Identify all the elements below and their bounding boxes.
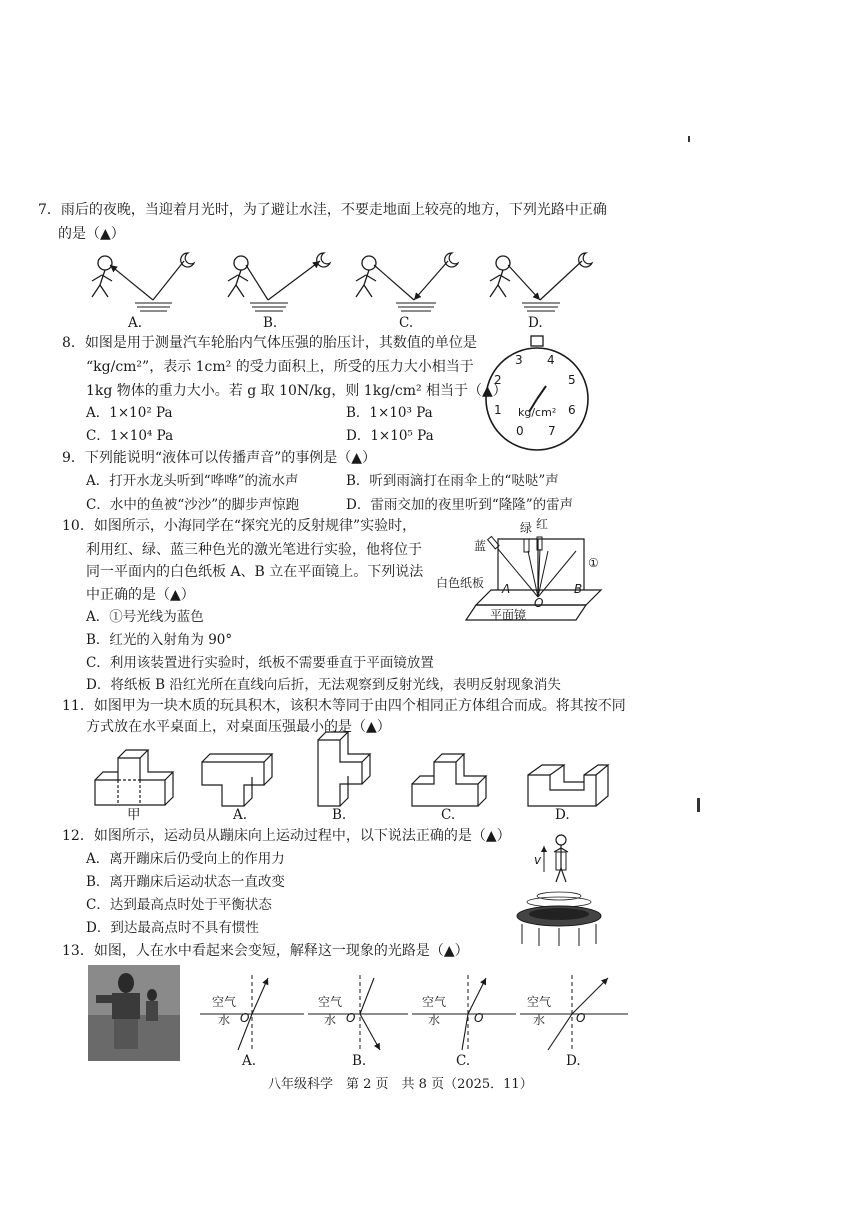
label-mirror: 平面镜 (490, 608, 527, 622)
label-board-a: A (502, 582, 511, 596)
q11-line2: 方式放在水平桌面上，对桌面压强最小的是（▲） (86, 719, 391, 735)
air-label-d: 空气 (527, 995, 552, 1009)
gauge-num-1: 1 (494, 403, 502, 417)
q10-option-b: B．红光的入射角为 90° (86, 632, 233, 648)
q8-option-d: D．1×10⁵ Pa (346, 428, 434, 444)
q9-option-b: B．听到雨滴打在雨伞上的“哒哒”声 (346, 473, 559, 489)
q9-option-a: A．打开水龙头听到“哗哗”的流水声 (86, 473, 299, 489)
air-label-c: 空气 (422, 995, 447, 1009)
o-label-a: O (240, 1011, 250, 1025)
label-board-b: B (574, 582, 583, 596)
q7-label-d: D. (528, 315, 543, 331)
water-label-c: 水 (428, 1013, 441, 1027)
o-label-b: O (346, 1011, 356, 1025)
q7-label-c: C. (399, 315, 414, 331)
q9-option-d: D．雷雨交加的夜里听到“隆隆”的雷声 (346, 497, 574, 513)
q12-line1: 12．如图所示，运动员从蹦床向上运动过程中，以下说法正确的是（▲） (62, 828, 511, 844)
gauge-unit: kg/cm² (518, 406, 557, 419)
gauge-num-4: 4 (547, 353, 555, 367)
q10-line1: 10．如图所示，小海同学在“探究光的反射规律”实验时， (62, 518, 417, 534)
q13-line1: 13．如图，人在水中看起来会变短，解释这一现象的光路是（▲） (62, 943, 469, 959)
o-label-c: O (474, 1011, 484, 1025)
page-footer: 八年级科学 第 2 页 共 8 页（2025．11） (268, 1077, 533, 1092)
refraction-a (200, 975, 304, 1050)
water-label-b: 水 (324, 1013, 337, 1027)
q7-line1: 7．雨后的夜晚，当迎着月光时，为了避让水洼，不要走地面上较亮的地方，下列光路中正确 (38, 202, 607, 218)
label-board: 白色纸板 (436, 576, 485, 590)
q8-line2: “kg/cm²”，表示 1cm² 的受力面积上，所受的压力大小相当于 (86, 359, 474, 375)
label-ray-1: ① (588, 556, 599, 570)
q8-option-a: A．1×10² Pa (86, 405, 173, 421)
water-label-d: 水 (533, 1013, 546, 1027)
q10-line4: 中正确的是（▲） (86, 587, 195, 603)
q10-option-a: A．①号光线为蓝色 (86, 609, 204, 625)
q8-option-b: B．1×10³ Pa (346, 405, 433, 421)
q11-line1: 11．如图甲为一块木质的玩具积木，该积木等同于由四个相同正方体组合而成。将其按不同 (62, 698, 626, 714)
q8-option-c: C．1×10⁴ Pa (86, 428, 174, 444)
q11-label-d: D. (555, 807, 570, 823)
air-label-a: 空气 (212, 995, 237, 1009)
gauge-num-3: 3 (515, 353, 523, 367)
q7-label-b: B. (263, 315, 278, 331)
q13-label-d: D. (566, 1053, 581, 1069)
label-green: 绿 (520, 521, 533, 535)
q10-line2: 利用红、绿、蓝三种色光的激光笔进行实验，他将位于 (86, 542, 422, 558)
velocity-label: v (534, 853, 542, 867)
label-blue: 蓝 (474, 539, 487, 553)
water-label-a: 水 (218, 1013, 231, 1027)
q9-line1: 9．下列能说明“液体可以传播声音”的事例是（▲） (62, 450, 376, 466)
q13-label-c: C. (456, 1053, 471, 1069)
q7-label-a: A. (128, 315, 143, 331)
q8-line1: 8．如图是用于测量汽车轮胎内气体压强的胎压计，其数值的单位是 (62, 335, 477, 351)
q11-label-b: B. (332, 807, 347, 823)
gauge-num-2: 2 (494, 373, 502, 387)
o-label-d: O (576, 1011, 586, 1025)
q11-label-c: C. (441, 807, 456, 823)
q11-label-a: A. (233, 807, 248, 823)
gauge-num-7: 7 (548, 424, 556, 438)
air-label-b: 空气 (318, 995, 343, 1009)
q12-option-a: A．离开蹦床后仍受向上的作用力 (86, 851, 285, 867)
gauge-num-6: 6 (568, 403, 576, 417)
q11-label-jia: 甲 (127, 807, 141, 823)
q12-option-b: B．离开蹦床后运动状态一直改变 (86, 874, 285, 890)
q13-label-b: B. (352, 1053, 367, 1069)
q10-line3: 同一平面内的白色纸板 A、B 立在平面镜上。下列说法 (86, 564, 424, 580)
label-point-o: O (534, 596, 544, 610)
refraction-b (308, 975, 408, 1050)
q10-option-d: D．将纸板 B 沿红光所在直线向后折，无法观察到反射光线，表明反射现象消失 (86, 677, 561, 693)
q13-label-a: A. (242, 1053, 257, 1069)
gauge-num-0: 0 (516, 424, 524, 438)
label-red: 红 (536, 517, 549, 531)
q12-option-d: D．到达最高点时不具有惯性 (86, 920, 259, 936)
gauge-num-5: 5 (568, 373, 576, 387)
q8-line3: 1kg 物体的重力大小。若 g 取 10N/kg，则 1kg/cm² 相当于（▲） (86, 383, 507, 399)
q7-line2: 的是（▲） (58, 226, 125, 242)
q10-option-c: C．利用该装置进行实验时，纸板不需要垂直于平面镜放置 (86, 655, 434, 671)
q12-option-c: C．达到最高点时处于平衡状态 (86, 897, 272, 913)
q9-option-c: C．水中的鱼被“沙沙”的脚步声惊跑 (86, 497, 300, 513)
